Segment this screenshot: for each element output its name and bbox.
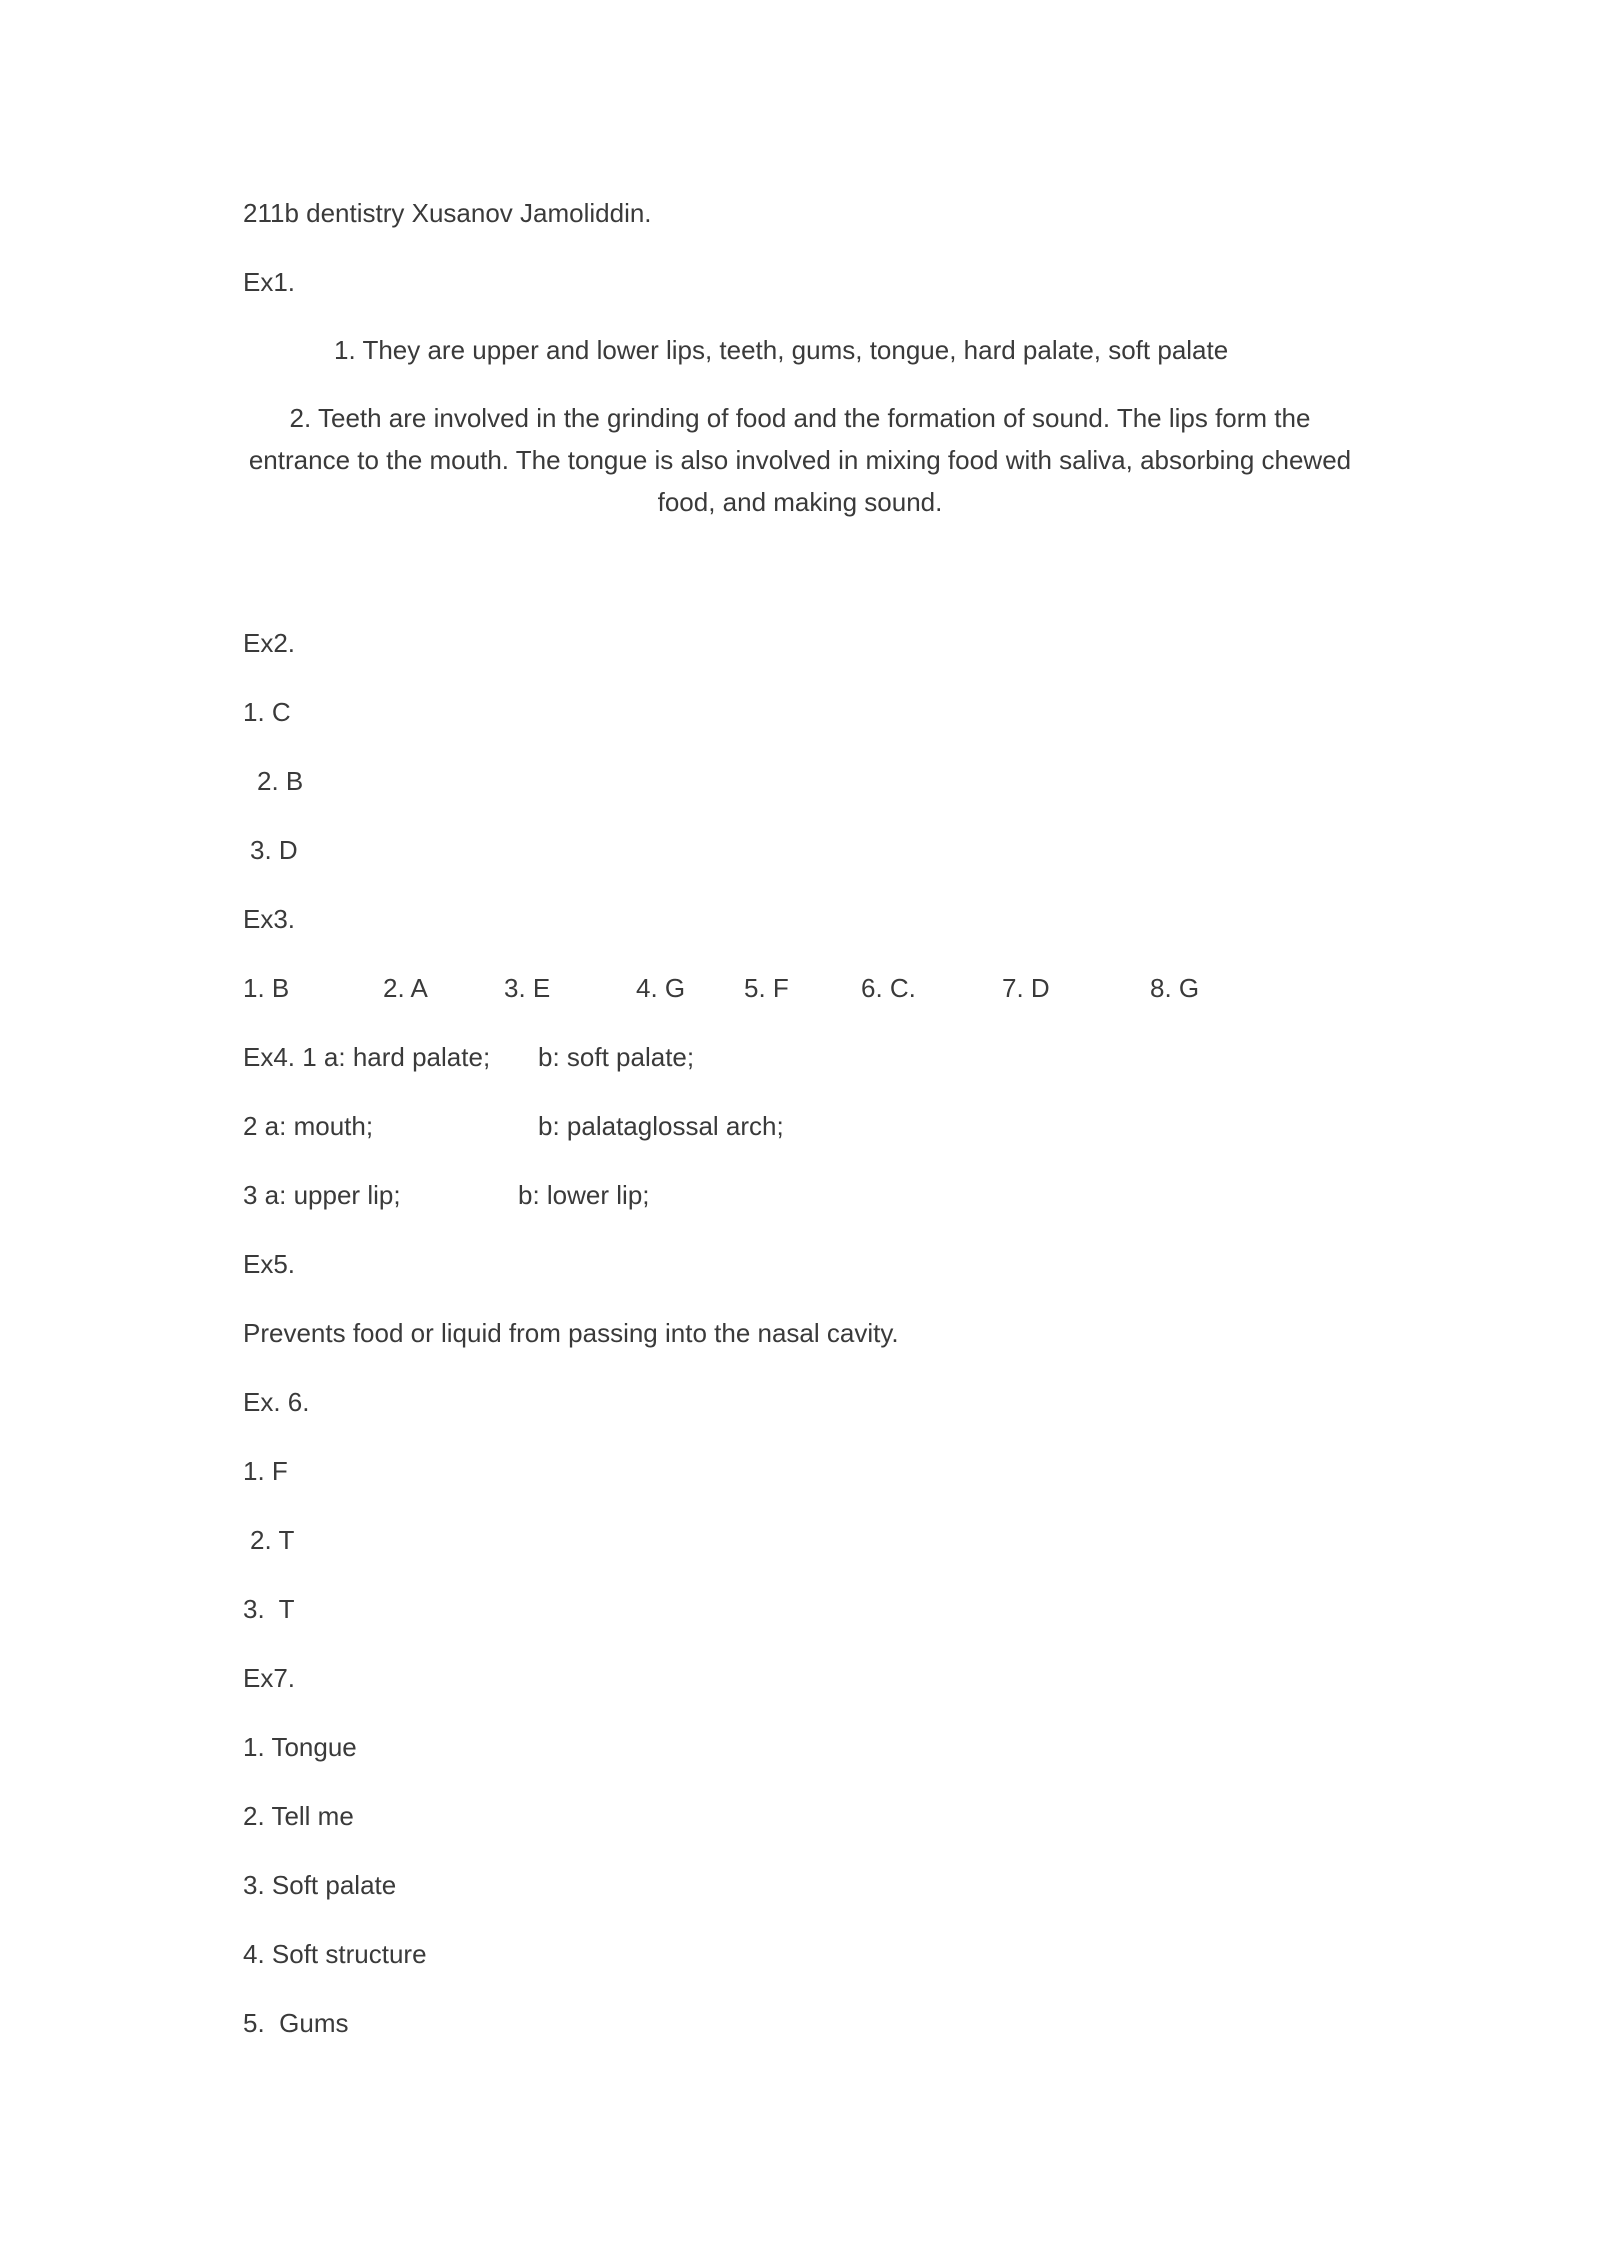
ex6-answer-1: 1. F bbox=[243, 1456, 288, 1486]
ex1-answer-1: 1. They are upper and lower lips, teeth, gums, tongue, hard palate, soft palate bbox=[334, 335, 1229, 365]
ex2-title: Ex2. bbox=[243, 628, 296, 658]
ex7-answer-3: 3. Soft palate bbox=[243, 1870, 397, 1900]
ex2-answer-2: 2. B bbox=[257, 766, 304, 796]
ex4-row1-a: Ex4. 1 a: hard palate; bbox=[243, 1042, 491, 1072]
ex4-row3-a: 3 a: upper lip; bbox=[243, 1180, 401, 1210]
ex5-title: Ex5. bbox=[243, 1249, 296, 1279]
ex6-answer-3: 3. T bbox=[243, 1594, 295, 1624]
ex4-row2-a: 2 a: mouth; bbox=[243, 1111, 374, 1141]
ex7-title: Ex7. bbox=[243, 1663, 296, 1693]
ex3-answer-5: 5. F bbox=[744, 973, 789, 1003]
ex7-answer-1: 1. Tongue bbox=[243, 1732, 357, 1762]
author-line: 211b dentistry Xusanov Jamoliddin. bbox=[243, 198, 652, 228]
ex4-row1-b: b: soft palate; bbox=[538, 1042, 695, 1072]
ex4-row3-b: b: lower lip; bbox=[518, 1180, 650, 1210]
ex7-answer-5: 5. Gums bbox=[243, 2008, 349, 2038]
ex3-answer-6: 6. C. bbox=[861, 973, 916, 1003]
ex2-answer-1: 1. C bbox=[243, 697, 291, 727]
ex6-answer-2: 2. T bbox=[250, 1525, 295, 1555]
ex1-title: Ex1. bbox=[243, 267, 296, 297]
ex5-answer: Prevents food or liquid from passing into the nasal cavity. bbox=[243, 1318, 899, 1348]
ex3-answer-3: 3. E bbox=[504, 973, 551, 1003]
ex3-answer-1: 1. B bbox=[243, 973, 290, 1003]
ex7-answer-2: 2. Tell me bbox=[243, 1801, 354, 1831]
ex6-title: Ex. 6. bbox=[243, 1387, 310, 1417]
ex3-title: Ex3. bbox=[243, 904, 296, 934]
ex3-answer-2: 2. A bbox=[383, 973, 428, 1003]
ex3-answer-7: 7. D bbox=[1002, 973, 1050, 1003]
ex7-answer-4: 4. Soft structure bbox=[243, 1939, 427, 1969]
ex3-answer-8: 8. G bbox=[1150, 973, 1200, 1003]
ex1-answer-2: 2. Teeth are involved in the grinding of food and the formation of sound. The lips form the entrance to the mouth. The tongue is also involved in mixing food with saliva, absorbing chewed food, and making sound. bbox=[248, 403, 1352, 517]
ex4-row2-b: b: palataglossal arch; bbox=[538, 1111, 784, 1141]
ex2-answer-3: 3. D bbox=[250, 835, 298, 865]
ex3-answer-4: 4. G bbox=[636, 973, 686, 1003]
